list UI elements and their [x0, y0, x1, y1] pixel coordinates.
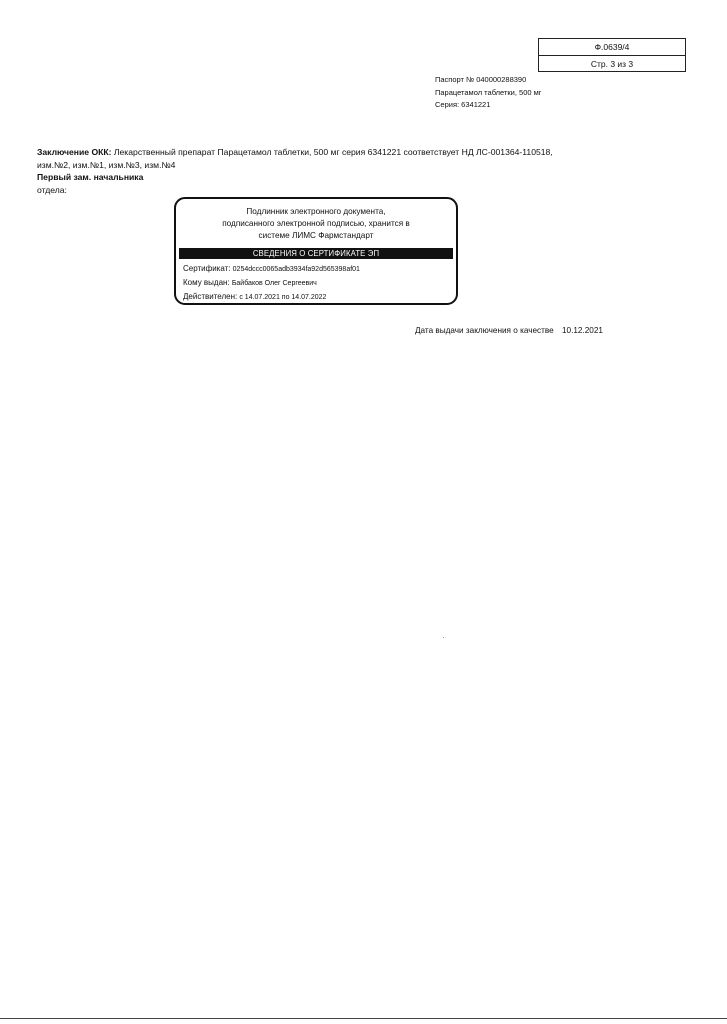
- stamp-certificate-row: [183, 264, 360, 275]
- stamp-validity-row: [183, 292, 326, 303]
- stamp-certificate-header: СВЕДЕНИЯ О СЕРТИФИКАТЕ ЭП: [179, 248, 453, 259]
- conclusion-line-1: [37, 146, 577, 159]
- passport-product: Парацетамол таблетки, 500 мг: [435, 87, 542, 97]
- certificate-label: Сертификат:: [183, 264, 231, 273]
- issue-date-label: Дата выдачи заключения о качестве: [415, 326, 554, 335]
- stamp-issued-to-row: [183, 278, 317, 289]
- passport-block: [435, 74, 542, 112]
- issue-date-line: [415, 325, 603, 337]
- certificate-value: 0254dccc0065adb3934fa92d565398af01: [232, 266, 360, 273]
- signer-department: отдела:: [37, 184, 67, 195]
- signer-position: Первый зам. начальника: [37, 172, 144, 182]
- page-number: Стр. 3 из 3: [539, 55, 685, 72]
- validity-value: с 14.07.2021 по 14.07.2022: [239, 294, 327, 301]
- stamp-note-line-3: системе ЛИМС Фармстандарт: [258, 231, 374, 240]
- issued-to-value: Байбаков Олег Сергеевич: [231, 280, 317, 287]
- stamp-original-note: [176, 206, 456, 242]
- issue-date-value: 10.12.2021: [561, 326, 603, 335]
- stamp-note-line-1: Подлинник электронного документа,: [246, 207, 386, 216]
- validity-label: Действителен:: [183, 292, 238, 301]
- passport-number: Паспорт № 040000288390: [435, 75, 527, 84]
- scan-speck: [443, 637, 444, 638]
- conclusion-label: Заключение ОКК:: [37, 147, 112, 157]
- stamp-note-line-2: подписанного электронной подписью, хранится в: [222, 219, 410, 228]
- form-code: Ф.0639/4: [594, 42, 630, 52]
- electronic-signature-stamp: [174, 197, 458, 305]
- form-code-box: [538, 38, 686, 72]
- conclusion-text-2: изм.№2, изм.№1, изм.№3, изм.№4: [37, 159, 176, 170]
- issued-to-label: Кому выдан:: [183, 278, 230, 287]
- passport-series: Серия: 6341221: [435, 100, 491, 109]
- conclusion-text-1: Лекарственный препарат Парацетамол таблетки, 500 мг серия 6341221 соответствует НД ЛС-001364-110518,: [113, 147, 553, 157]
- qc-conclusion: [37, 146, 577, 196]
- page-bottom-rule: [0, 1018, 727, 1019]
